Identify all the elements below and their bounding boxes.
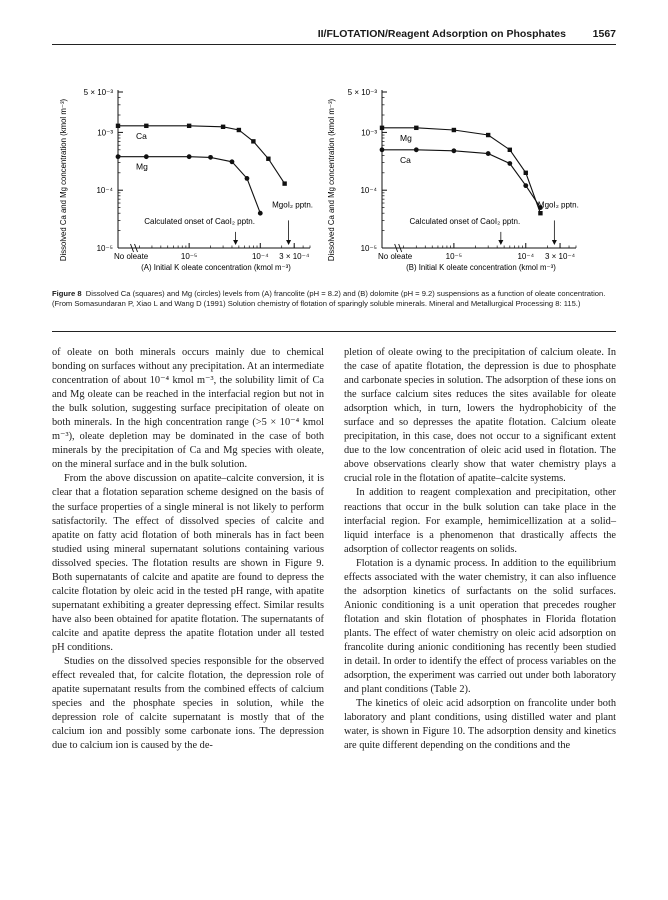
- data-point-ca: [266, 157, 270, 161]
- data-point-mg: [538, 211, 542, 215]
- y-axis-label: Dissolved Ca and Mg concentration (kmol m⁻³): [327, 98, 336, 262]
- data-point-mg: [144, 154, 149, 159]
- data-point-ca: [237, 128, 241, 132]
- data-point-mg: [230, 159, 235, 164]
- y-tick-label: 10⁻⁴: [360, 186, 377, 196]
- left-paragraph-3: Studies on the dissolved species responsible for the observed effect revealed that, for calcite flotation, the depression role of apatite supernatant results from the combined effects of calcium species and the phosphate species in solution, while the depression role of calcite supernatant is mostly that of the calcium ion and possibly some carbonate ions. The depression due to calcium ion is caused by the de-: [52, 656, 324, 752]
- data-point-ca: [451, 148, 456, 153]
- data-point-mg: [258, 211, 263, 216]
- caption-text: Dissolved Ca (squares) and Mg (circles) levels from (A) francolite (pH = 8.2) and (B) dolomite (pH = 9.2) suspensions as a function of oleate concentration. (From Somasundaran P, Xiao L and Wang D (1991) Solution chemistry of flotation of sparingly soluble minerals. Mineral and Metallurgical Processing 8: 115.): [52, 289, 606, 308]
- figure-caption: [52, 289, 616, 309]
- x-tick-label: 10⁻⁵: [180, 252, 198, 261]
- y-tick-label: 5 × 10⁻³: [83, 88, 113, 97]
- data-point-ca: [486, 151, 491, 156]
- onset-annotation: Calculated onset of CaoI₂ pptn.: [144, 217, 255, 227]
- left-column: [52, 346, 324, 753]
- x-tick-label: No oleate: [114, 252, 149, 261]
- mgol2-arrowhead: [552, 240, 557, 245]
- data-point-mg: [116, 154, 121, 159]
- series-label-mg: Mg: [136, 161, 148, 172]
- data-point-ca: [116, 124, 120, 128]
- data-point-ca: [282, 181, 286, 185]
- data-point-mg: [486, 133, 490, 137]
- x-axis-label: (B) Initial K oleate concentration (kmol m⁻³): [406, 263, 556, 272]
- page-number: 1567: [592, 28, 616, 40]
- data-point-ca: [187, 124, 191, 128]
- data-point-mg: [380, 126, 384, 130]
- data-point-ca: [221, 125, 225, 129]
- data-point-ca: [507, 161, 512, 166]
- figure-8-plots: [52, 52, 616, 282]
- onset-arrowhead: [233, 240, 238, 245]
- mgol2-annotation: MgoI₂ pptn.: [272, 200, 314, 210]
- data-point-mg: [524, 171, 528, 175]
- right-paragraph-1: pletion of oleate owing to the precipitation of calcium oleate. In the case of apatite flotation, the depression is due to phosphate and carbonate species in solution. The adsorption of these ions on the surface calcium sites reduces the sites available for oleate adsorption which, in turn, lowers the hydrophobicity of the surface and so depresses the apatite flotation. Calcium oleate precipitation, in this case, does not occur to a significant extent due to the low concentration of oleic acid used in flotation. The above observations clearly show that water chemistry plays a crucial role in the flotation of apatite–calcite systems.: [344, 347, 616, 485]
- y-tick-label: 10⁻³: [97, 128, 113, 138]
- mgol2-arrowhead: [286, 240, 291, 245]
- right-column: [344, 346, 616, 753]
- data-point-mg: [508, 148, 512, 152]
- y-tick-label: 10⁻⁵: [360, 244, 377, 253]
- onset-annotation: Calculated onset of CaoI₂ pptn.: [409, 217, 521, 227]
- x-tick-label: 10⁻⁴: [251, 252, 269, 261]
- y-tick-label: 10⁻⁴: [96, 186, 113, 196]
- y-tick-label: 10⁻⁵: [96, 244, 113, 253]
- left-paragraph-2: From the above discussion on apatite–calcite conversion, it is clear that a flotation separation scheme designed on the basis of the surface properties of a single mineral is not likely to perform satisfactorily. The effect of dissolved species of calcite and apatite on fatty acid flotation of both minerals has in fact been studied using mineral supernatant solutions containing various dissolved species. The flotation results are shown in Figure 9. Both supernatants of calcite and apatite are found to depress the calcite flotation by oleic acid in the tested pH range, with apatite supernatant exhibiting a greater depressing effect. Similar results have also been obtained for apatite flotation. The supernatants of calcite and apatite depress the apatite flotation under all tested pH conditions.: [52, 473, 324, 653]
- x-tick-label: No oleate: [378, 252, 413, 261]
- header-rule: [52, 44, 616, 45]
- data-point-ca: [251, 139, 255, 143]
- y-tick-label: 10⁻³: [361, 128, 377, 138]
- x-tick-label: 3 × 10⁻⁴: [279, 252, 310, 261]
- data-point-mg: [208, 155, 213, 160]
- data-point-mg: [414, 126, 418, 130]
- caption-rule: [52, 331, 616, 332]
- x-axis-label: (A) Initial K oleate concentration (kmol m⁻³): [141, 263, 291, 272]
- caption-label: Figure 8: [52, 289, 82, 298]
- right-paragraph-4: The kinetics of oleic acid adsorption on francolite under both laboratory and plant conditions, using distilled water and plant water, is shown in Figure 10. The adsorption density and kinetics are quite different depending on the conditions and the: [344, 698, 616, 752]
- x-tick-label: 3 × 10⁻⁴: [544, 252, 576, 261]
- right-paragraph-3: Flotation is a dynamic process. In addition to the equilibrium effects associated with the water chemistry, it can also influence the adsorption kinetics of surfactants on the solid surfaces. Anionic conditioning is a unit operation that precedes rougher flotation and skin flotation of phosphates in Florida flotation plants. The effect of water chemistry on oleic acid adsorption on francolite during anionic conditioning has recently been studied in detail. In order to identify the effect of process variables on the adsorption, the experiment was carried out under both laboratory and plant conditions (Table 2).: [344, 557, 616, 696]
- running-title: II/FLOTATION/Reagent Adsorption on Phosphates: [317, 28, 566, 40]
- data-point-mg: [187, 154, 192, 159]
- data-point-ca: [523, 183, 528, 188]
- data-point-mg: [245, 176, 250, 181]
- data-point-ca: [144, 124, 148, 128]
- running-header: [52, 26, 616, 44]
- mgol2-annotation: MgoI₂ pptn.: [537, 200, 579, 210]
- onset-arrowhead: [498, 240, 503, 245]
- series-label-ca: Ca: [136, 130, 147, 141]
- x-tick-label: 10⁻⁵: [445, 252, 463, 261]
- figure-8: [52, 52, 616, 282]
- data-point-ca: [380, 147, 385, 152]
- data-point-mg: [452, 128, 456, 132]
- right-paragraph-2: In addition to reagent complexation and precipitation, other reactions that occur in the bulk solution can take place in the interfacial region. For example, hemimicellization at a solid–liquid interface is a phenomenon that drastically affects the adsorption of collector reagents on solids.: [344, 487, 616, 555]
- data-point-ca: [414, 147, 419, 152]
- y-axis-label: Dissolved Ca and Mg concentration (kmol m⁻³): [59, 98, 68, 262]
- x-tick-label: 10⁻⁴: [517, 252, 535, 261]
- y-tick-label: 5 × 10⁻³: [347, 88, 377, 97]
- series-label-mg: Mg: [400, 132, 412, 143]
- left-paragraph-1: of oleate on both minerals occurs mainly due to chemical bonding on surfaces without any precipitation. At an intermediate concentration of about 10⁻⁴ kmol m⁻³, the solubility limit of Ca and Mg oleate can be reached in the interfacial region but not in the bulk solution, suggesting surface precipitation of oleate on both minerals. In the high concentration range (>5 × 10⁻⁴ kmol m⁻³), oleate depletion may be dominated in the case of both minerals by the precipitation of Ca and Mg species with oleate, on the mineral surface and in the bulk solution.: [52, 347, 324, 471]
- series-label-ca: Ca: [400, 154, 411, 165]
